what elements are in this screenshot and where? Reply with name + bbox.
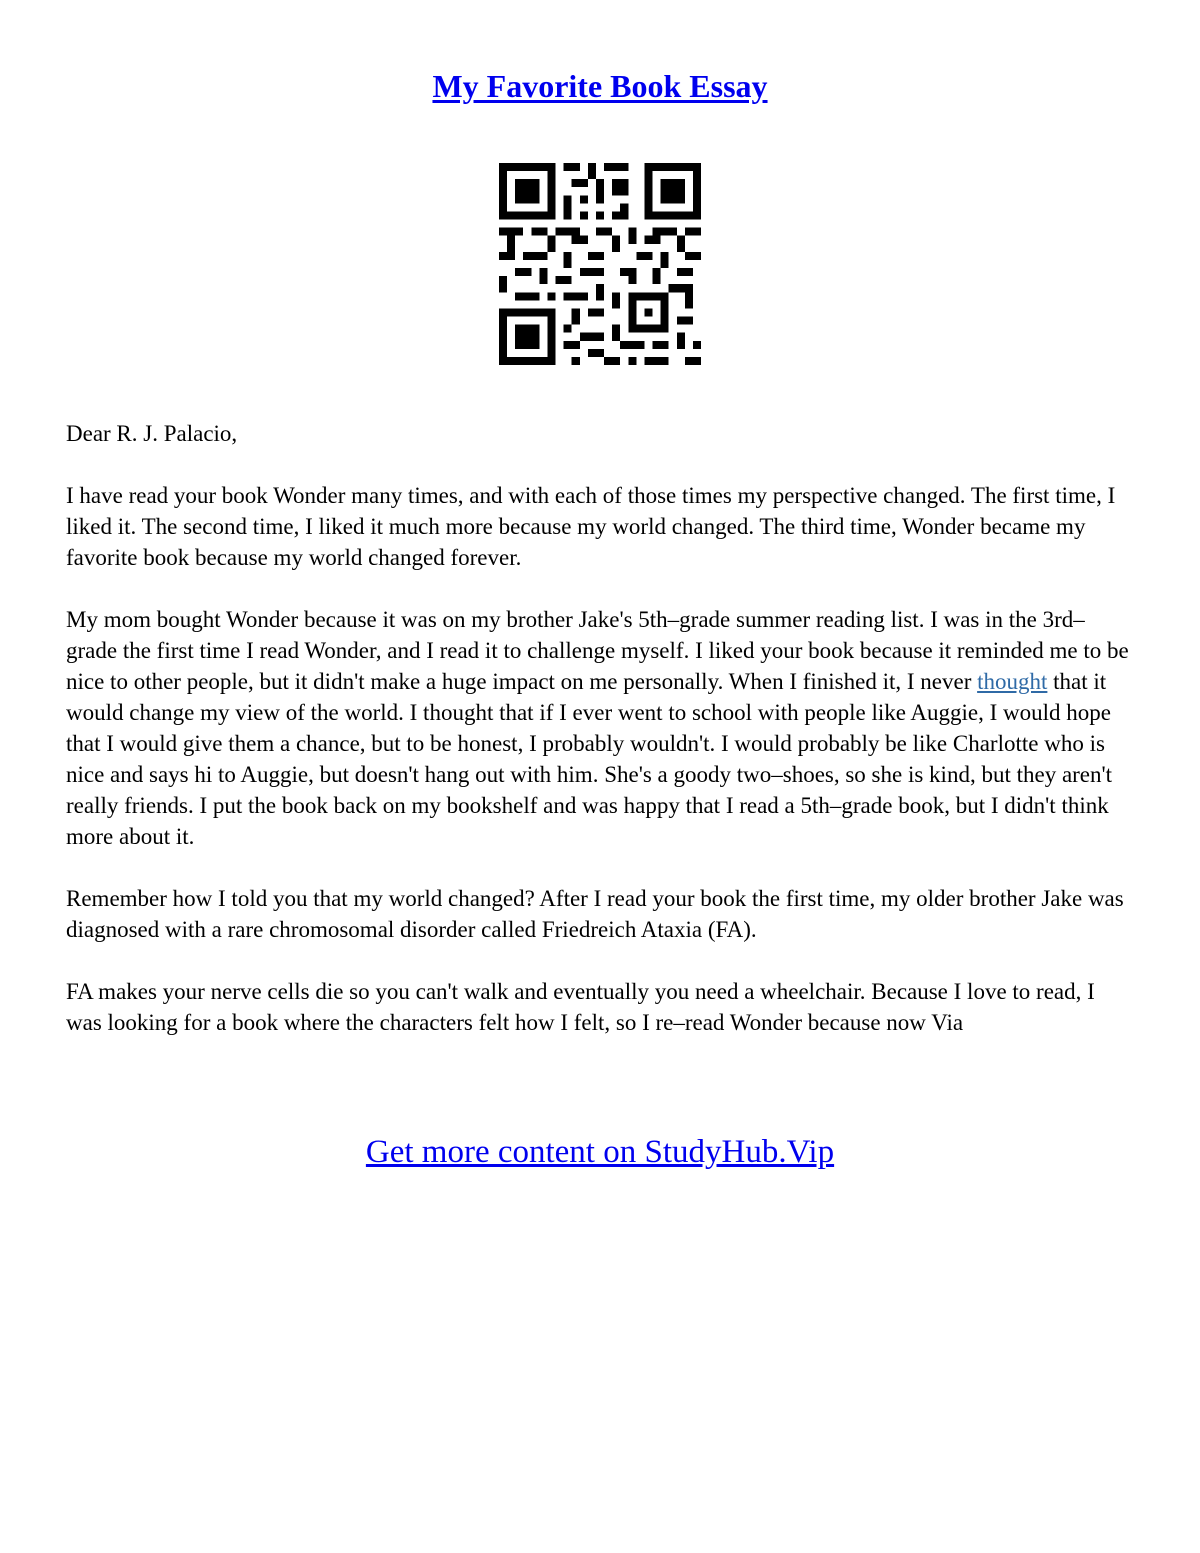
studyhub-link[interactable]: Get more content on StudyHub.Vip [365, 1134, 835, 1170]
salutation: Dear R. J. Palacio, [66, 421, 238, 446]
paragraph-1: I have read your book Wonder many times, and with each of those times my perspective changed. The first time, I liked it. The second time, I liked it much more because my world changed. The third time, Wonder became my favorite book because my world changed forever. [66, 483, 1116, 570]
title-link[interactable]: My Favorite Book Essay [432, 68, 768, 104]
footer [0, 1130, 1200, 1174]
paragraph-3: Remember how I told you that my world changed? After I read your book the first time, my older brother Jake was diagnosed with a rare chromosomal disorder called Friedreich Ataxia (FA). [66, 886, 1124, 942]
paragraph-2-end: that it would change my view of the world. I thought that if I ever went to school with people like Auggie, I would hope that I would give them a chance, but to be honest, I probably wouldn't. I would probably be like Charlotte who is nice and says hi to Auggie, but doesn't hang out with him. She's a goody two–shoes, so she is kind, but they aren't really friends. I put the book back on my bookshelf and was happy that I read a 5th–grade book, but I didn't think more about it. [66, 669, 1113, 849]
qr-code-icon [499, 163, 701, 365]
paragraph-2 [66, 604, 1130, 852]
thought-link[interactable]: thought [977, 669, 1048, 694]
letter-body [66, 418, 1130, 1069]
page-title [0, 64, 1200, 108]
paragraph-2-start: My mom bought Wonder because it was on my brother Jake's 5th–grade summer reading list. I was in the 3rd–grade the first time I read Wonder, and I read it to challenge myself. I liked your book because it reminded me to be nice to other people, but it didn't make a huge impact on me personally. When I finished it, I never [66, 607, 1129, 694]
paragraph-4: FA makes your nerve cells die so you can't walk and eventually you need a wheelchair. Because I love to read, I was looking for a book where the characters felt how I felt, so I re–read Wonder because now Via [66, 979, 1095, 1035]
